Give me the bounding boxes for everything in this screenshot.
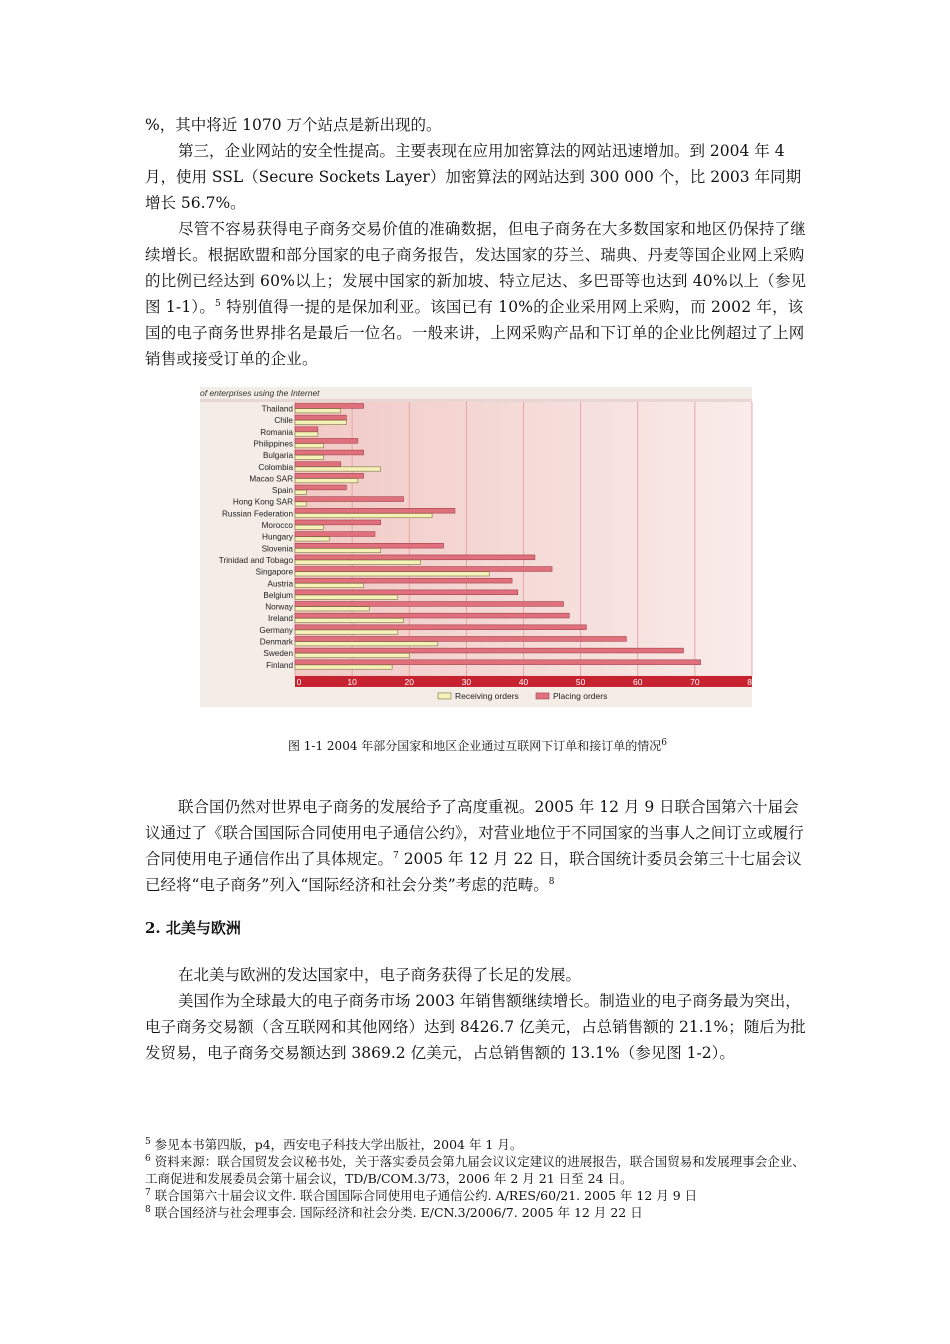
bar-receiving-orders xyxy=(295,479,358,483)
footnote-num: 8 xyxy=(145,1204,151,1215)
x-tick-label: 60 xyxy=(633,676,643,687)
bar-placing-orders xyxy=(295,660,701,665)
category-label: Ireland xyxy=(267,614,293,624)
bar-receiving-orders xyxy=(295,595,398,599)
figure-1-1 xyxy=(200,387,757,707)
legend-swatch-receiving xyxy=(438,693,451,699)
bar-placing-orders xyxy=(295,648,683,653)
footnote-text: 参见本书第四版，p4，西安电子科技大学出版社，2004 年 1 月。 xyxy=(154,1137,523,1152)
footnote-ref-5[interactable]: 5 xyxy=(215,298,221,309)
category-label: Sweden xyxy=(263,649,293,659)
paragraph-3 xyxy=(145,216,810,372)
bar-placing-orders xyxy=(295,625,586,630)
category-label: Austria xyxy=(267,579,293,589)
bar-receiving-orders xyxy=(295,502,306,506)
category-label: Bulgaria xyxy=(262,451,293,461)
bar-receiving-orders xyxy=(295,653,409,657)
bar-receiving-orders xyxy=(295,583,364,587)
bar-placing-orders xyxy=(295,602,563,607)
category-label: Germany xyxy=(259,625,293,635)
bar-placing-orders xyxy=(295,473,364,478)
legend-label-placing: Placing orders xyxy=(553,690,608,701)
bar-placing-orders xyxy=(295,450,364,455)
x-tick-label: 20 xyxy=(404,676,414,687)
bar-receiving-orders xyxy=(295,560,421,564)
category-label: Finland xyxy=(266,660,293,670)
bar-receiving-orders xyxy=(295,537,329,541)
paragraph-3-text-cont: 特别值得一提的是保加利亚。该国已有 10%的企业采用网上采购，而 2002 年，该国的电子商务世界排名是最后一位名。一般来讲，上网采购产品和下订单的企业比例超过了上网销售或接受订单的企业。 xyxy=(145,298,805,368)
bar-receiving-orders xyxy=(295,409,341,413)
footnote-text: 联合国经济与社会理事会. 国际经济和社会分类. E/CN.3/2006/7. 2005 年 12 月 22 日 xyxy=(154,1205,643,1220)
bar-placing-orders xyxy=(295,637,626,642)
bar-receiving-orders xyxy=(295,525,324,529)
category-label: Chile xyxy=(274,416,293,426)
footnote-7 xyxy=(145,1187,810,1204)
category-label: Singapore xyxy=(255,567,293,577)
x-tick-label: 30 xyxy=(461,676,472,687)
bar-placing-orders xyxy=(295,427,318,432)
section-heading: 2. 北美与欧洲 xyxy=(145,919,241,937)
paragraph-na-eu: 在北美与欧洲的发达国家中，电子商务获得了长足的发展。 xyxy=(178,966,582,984)
footnote-num: 7 xyxy=(145,1187,151,1198)
legend-label-receiving: Receiving orders xyxy=(455,690,519,701)
category-label: Macao SAR xyxy=(249,474,293,484)
x-tick-label: 80 xyxy=(747,676,757,687)
bar-receiving-orders xyxy=(295,665,392,669)
bar-receiving-orders xyxy=(295,607,369,611)
bar-placing-orders xyxy=(295,555,535,560)
bar-receiving-orders xyxy=(295,513,432,517)
bar-receiving-orders xyxy=(295,572,489,576)
x-tick-label: 0 xyxy=(296,676,302,687)
bar-placing-orders xyxy=(295,613,569,618)
paragraph-un-text-cont: 2005 年 12 月 22 日，联合国统计委员会第三十七届会议已经将“电子商务”列入“国际经济和社会分类”考虑的范畴。 xyxy=(145,850,802,894)
footnote-num: 6 xyxy=(145,1153,151,1164)
bar-receiving-orders xyxy=(295,420,346,424)
bar-placing-orders xyxy=(295,404,364,409)
category-label: Hong Kong SAR xyxy=(232,497,293,507)
bar-receiving-orders xyxy=(295,467,381,471)
category-label: Philippines xyxy=(253,439,293,449)
paragraph-2: 第三，企业网站的安全性提高。主要表现在应用加密算法的网站迅速增加。到 2004 年 4 月，使用 SSL（Secure Sockets Layer）加密算法的网站达到 300 000 个，比 2003 年同期增长 56.7%。 xyxy=(145,142,802,212)
footnote-ref-8[interactable]: 8 xyxy=(548,876,555,887)
category-label: Spain xyxy=(272,486,293,496)
x-tick-label: 70 xyxy=(690,676,700,687)
x-tick-label: 50 xyxy=(575,676,586,687)
bar-receiving-orders xyxy=(295,455,324,459)
footnote-text: 资料来源：联合国贸发会议秘书处，关于落实委员会第九届会议议定建议的进展报告，联合国贸易和发展理事会企业、工商促进和发展委员会第十届会议，TD/B/COM.3/73，2006 年 2 月 21 日至 24 日。 xyxy=(145,1154,805,1186)
bar-placing-orders xyxy=(295,415,346,420)
footnote-6 xyxy=(145,1153,810,1187)
body-text-middle xyxy=(145,794,810,898)
footnote-ref-6[interactable]: 6 xyxy=(661,738,668,748)
category-label: Belgium xyxy=(263,590,293,600)
body-text-bottom xyxy=(145,962,810,1066)
bar-receiving-orders xyxy=(295,490,306,494)
category-label: Russian Federation xyxy=(222,509,293,519)
bar-placing-orders xyxy=(295,532,375,537)
bar-placing-orders xyxy=(295,438,358,443)
paragraph-1: %，其中将近 1070 万个站点是新出现的。 xyxy=(145,116,442,134)
x-tick-label: 40 xyxy=(518,676,529,687)
bar-placing-orders xyxy=(295,543,444,548)
footnote-text: 联合国第六十届会议文件. 联合国国际合同使用电子通信公约. A/RES/60/21. 2005 年 12 月 9 日 xyxy=(154,1188,698,1203)
category-label: Norway xyxy=(265,602,293,612)
bar-placing-orders xyxy=(295,520,381,525)
category-label: Hungary xyxy=(262,532,293,542)
bar-receiving-orders xyxy=(295,444,324,448)
footnote-ref-7[interactable]: 7 xyxy=(393,850,399,861)
bar-receiving-orders xyxy=(295,630,398,634)
category-label: Romania xyxy=(260,427,293,437)
bar-placing-orders xyxy=(295,497,404,502)
body-text-top xyxy=(145,112,810,372)
paragraph-un xyxy=(145,794,810,898)
bar-receiving-orders xyxy=(295,548,381,552)
bar-placing-orders xyxy=(295,590,518,595)
figure-caption xyxy=(145,738,810,754)
bar-placing-orders xyxy=(295,485,346,490)
x-tick-label: 10 xyxy=(347,676,357,687)
footnotes xyxy=(145,1136,810,1221)
bar-placing-orders xyxy=(295,508,455,513)
paragraph-3-text: 尽管不容易获得电子商务交易价值的准确数据，但电子商务在大多数国家和地区仍保持了继续增长。根据欧盟和部分国家的电子商务报告，发达国家的芬兰、瑞典、丹麦等国企业网上采购的比例已经达到 60%以上；发展中国家的新加坡、特立尼达、多巴哥等也达到 40%以上（参见图 1-1）。 xyxy=(145,220,807,316)
category-label: Colombia xyxy=(258,462,293,472)
footnote-8 xyxy=(145,1204,810,1221)
bar-receiving-orders xyxy=(295,642,438,646)
category-label: Denmark xyxy=(259,637,293,647)
title-rule xyxy=(200,399,752,402)
category-label: Slovenia xyxy=(261,544,293,554)
bar-placing-orders xyxy=(295,578,512,583)
bar-receiving-orders xyxy=(295,432,318,436)
chart-title: of enterprises using the Internet xyxy=(200,388,320,398)
category-label: Thailand xyxy=(261,404,293,414)
bar-chart xyxy=(200,387,757,707)
bar-receiving-orders xyxy=(295,618,404,622)
bar-placing-orders xyxy=(295,567,552,572)
category-label: Morocco xyxy=(261,521,293,530)
legend-swatch-placing xyxy=(536,693,549,699)
category-label: Trinidad and Tobago xyxy=(218,555,293,565)
paragraph-usa: 美国作为全球最大的电子商务市场 2003 年销售额继续增长。制造业的电子商务最为突出，电子商务交易额（含互联网和其他网络）达到 8426.7 亿美元，占总销售额的 21.1%；随后为批发贸易，电子商务交易额达到 3869.2 亿美元，占总销售额的 13.1%（参见图 1-2）。 xyxy=(145,992,806,1062)
paragraph-un-text: 联合国仍然对世界电子商务的发展给予了高度重视。2005 年 12 月 9 日联合国第六十届会议通过了《联合国国际合同使用电子通信公约》，对营业地位于不同国家的当事人之间订立或履行合同使用电子通信作出了具体规定。 xyxy=(145,798,804,868)
footnote-num: 5 xyxy=(145,1136,151,1147)
bar-placing-orders xyxy=(295,462,341,467)
footnote-5 xyxy=(145,1136,810,1153)
caption-text: 图 1-1 2004 年部分国家和地区企业通过互联网下订单和接订单的情况 xyxy=(287,739,662,753)
